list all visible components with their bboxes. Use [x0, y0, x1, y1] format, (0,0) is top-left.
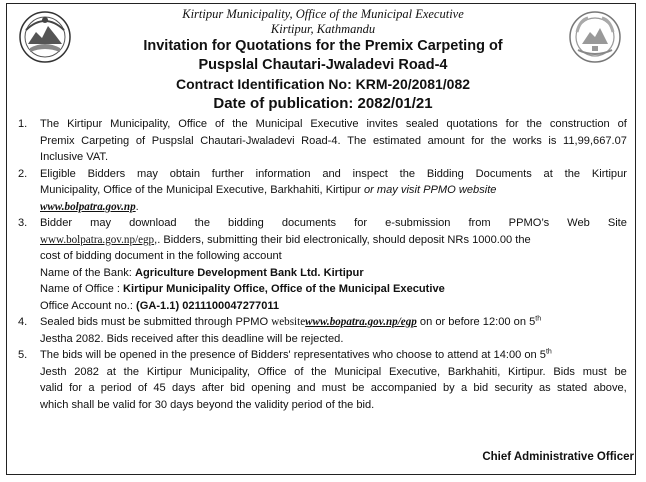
publication-date: Date of publication: 2082/01/21: [213, 95, 433, 112]
bolpatra-link[interactable]: www.bolpatra.gov.np: [40, 200, 136, 213]
notice-title-line2: Puspslal Chautari-Jwaladevi Road-4: [198, 57, 448, 73]
item-text: The Kirtipur Municipality, Office of the Municipal Executive invites sealed quotations for the construction of: [40, 118, 627, 130]
item-text: Municipality, Office of the Municipal Executive, Barkhahiti, Kirtipur: [40, 184, 361, 196]
bank-value: Agriculture Development Bank Ltd. Kirtipur: [134, 266, 364, 279]
contract-id: Contract Identification No: KRM-20/2081/082: [175, 76, 471, 92]
account-label: Office Account no.:: [40, 299, 136, 312]
item-text: ,. Bidders, submitting their bid electronically, should deposit NRs 1000.00 the: [154, 233, 531, 246]
notice-title-line1: Invitation for Quotations for the Premix Carpeting of: [143, 38, 503, 54]
item-text: Eligible Bidders may obtain further information and inspect the Bidding Documents at the Kirtipur: [40, 167, 627, 180]
office-address: Kirtipur, Kathmandu: [270, 22, 376, 36]
account-row: [40, 298, 627, 315]
item-text-row: [40, 199, 627, 216]
item-number: 4.: [18, 316, 28, 328]
ordinal-suffix: th: [545, 348, 552, 356]
bank-row: [40, 265, 627, 282]
item-text: on or before 12:00 on 5: [416, 316, 536, 328]
account-value: (GA-1.1) 0211100047277011: [136, 299, 280, 312]
item-text: .: [135, 200, 139, 213]
bank-label: Name of the Bank:: [40, 266, 135, 279]
item-text: cost of bidding document in the following account: [40, 250, 282, 262]
office-name: Kirtipur Municipality, Office of the Municipal Executive: [182, 7, 464, 21]
item-number: 3.: [18, 217, 28, 229]
item-text-row: [40, 232, 627, 249]
list-item: [12, 116, 627, 166]
list-item: [12, 314, 627, 347]
item-text: The bids will be opened in the presence of Bidders' representatives who choose to attend at 14:00 on 5: [40, 349, 546, 361]
office-row: [40, 281, 627, 298]
item-text-italic: or may visit PPMO website: [363, 184, 497, 196]
item-text: website: [271, 316, 306, 328]
egp-link[interactable]: www.bopatra.gov.np/egp: [305, 316, 417, 328]
item-text-row: [40, 182, 627, 199]
item-number: 5.: [18, 349, 28, 361]
office-label: Name of Office :: [40, 283, 124, 295]
item-text: Jestha 2082. Bids received after this deadline will be rejected.: [40, 332, 344, 345]
item-text: Inclusive VAT.: [40, 151, 109, 163]
item-text: which shall be valid for 30 days beyond the validity period of the bid.: [40, 398, 375, 411]
item-text: valid for a period of 45 days after bid opening and must be accompanied by a bid security as stated above,: [40, 382, 627, 394]
notice-body: [12, 116, 627, 413]
ordinal-suffix: th: [535, 315, 542, 323]
item-text-row: [40, 314, 627, 331]
office-value: Kirtipur Municipality Office, Office of the Municipal Executive: [123, 283, 445, 295]
list-item: [12, 215, 627, 314]
signature: Chief Administrative Officer: [482, 451, 634, 463]
item-text-row: [40, 347, 627, 364]
item-number: 2.: [18, 167, 28, 180]
item-text: Bidder may download the bidding documents for e-submission from PPMO’s Web Site: [40, 217, 627, 229]
item-text: Jesth 2082 at the Kirtipur Municipality, Office of the Municipal Executive, Barkhahiti, Kirtipur. Bids must be: [40, 365, 627, 378]
list-item: [12, 347, 627, 413]
item-text: Premix Carpeting of Puspslal Chautari-Jwaladevi Road-4. The estimated amount for the works is 11,99,667.07: [40, 134, 627, 147]
list-item: [12, 166, 627, 216]
item-number: 1.: [18, 118, 28, 130]
egp-link[interactable]: www.bolpatra.gov.np/egp: [40, 233, 155, 246]
item-text: Sealed bids must be submitted through PPMO: [40, 316, 272, 328]
